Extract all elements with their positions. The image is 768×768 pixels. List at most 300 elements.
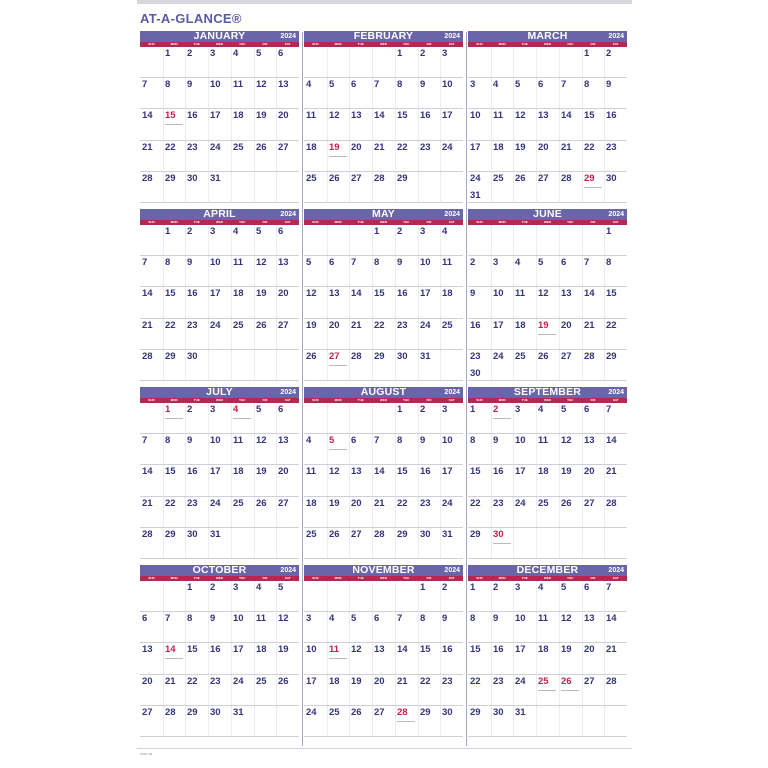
date-cell: 6 bbox=[584, 404, 590, 415]
month-july bbox=[140, 387, 299, 559]
date-cell: 19 bbox=[561, 644, 572, 655]
day-column-line bbox=[440, 403, 441, 559]
date-cell: 30 bbox=[606, 173, 617, 184]
date-cell: 9 bbox=[187, 435, 193, 446]
day-column-line bbox=[491, 403, 492, 559]
date-cell: 8 bbox=[470, 613, 476, 624]
day-column-line bbox=[582, 225, 583, 381]
week-row-line bbox=[140, 705, 299, 706]
month-year: 2024 bbox=[280, 211, 296, 218]
date-cell: 1 bbox=[165, 48, 171, 59]
date-cell: 28 bbox=[561, 173, 572, 184]
date-cell: 1 bbox=[420, 582, 426, 593]
date-cell: 12 bbox=[306, 288, 317, 299]
week-row-line bbox=[468, 108, 627, 109]
day-column-line bbox=[372, 403, 373, 559]
date-cell: 16 bbox=[397, 288, 408, 299]
date-cell: 30 bbox=[442, 707, 453, 718]
date-cell: 18 bbox=[538, 644, 549, 655]
day-column-line bbox=[327, 581, 328, 737]
observance-note bbox=[538, 690, 556, 691]
date-cell: 8 bbox=[397, 435, 403, 446]
date-cell: 2 bbox=[210, 582, 216, 593]
day-column-line bbox=[536, 581, 537, 737]
observance-note bbox=[329, 658, 347, 659]
day-column-line bbox=[185, 581, 186, 737]
date-cell: 21 bbox=[606, 466, 617, 477]
weekday-label: WED bbox=[380, 42, 388, 46]
week-row-line bbox=[468, 464, 627, 465]
observance-note bbox=[329, 156, 347, 157]
week-row-line bbox=[468, 349, 627, 350]
day-column-line bbox=[559, 225, 560, 381]
month-february bbox=[304, 31, 463, 203]
date-cell: 22 bbox=[165, 320, 176, 331]
date-cell: 3 bbox=[210, 404, 216, 415]
date-cell: 8 bbox=[584, 79, 590, 90]
weekday-label: FRI bbox=[262, 42, 268, 46]
week-row-line bbox=[304, 496, 463, 497]
date-cell: 30 bbox=[397, 351, 408, 362]
weekday-label: SAT bbox=[448, 42, 455, 46]
date-cell: 25 bbox=[233, 498, 244, 509]
weekday-label: MON bbox=[170, 220, 178, 224]
date-cell: 7 bbox=[374, 435, 380, 446]
weekday-label: FRI bbox=[262, 220, 268, 224]
date-cell: 21 bbox=[374, 142, 385, 153]
month-year: 2024 bbox=[444, 33, 460, 40]
date-cell: 16 bbox=[470, 320, 481, 331]
weekday-label: SAT bbox=[448, 398, 455, 402]
weekday-label: WED bbox=[216, 398, 224, 402]
date-cell: 24 bbox=[210, 142, 221, 153]
date-cell: 23 bbox=[187, 498, 198, 509]
week-row-line bbox=[140, 464, 299, 465]
weekday-label: FRI bbox=[262, 398, 268, 402]
date-cell: 30 bbox=[187, 529, 198, 540]
date-cell: 25 bbox=[233, 320, 244, 331]
date-cell: 15 bbox=[165, 288, 176, 299]
day-column-line bbox=[559, 403, 560, 559]
day-column-line bbox=[185, 47, 186, 203]
month-year: 2024 bbox=[608, 389, 624, 396]
date-cell: 26 bbox=[329, 529, 340, 540]
date-cell: 7 bbox=[374, 79, 380, 90]
weekday-label: FRI bbox=[426, 398, 432, 402]
date-cell: 10 bbox=[442, 79, 453, 90]
day-column-line bbox=[254, 47, 255, 203]
month-year: 2024 bbox=[280, 33, 296, 40]
date-cell: 30 bbox=[470, 368, 481, 379]
observance-note bbox=[329, 365, 347, 366]
date-cell: 14 bbox=[374, 466, 385, 477]
date-cell: 27 bbox=[374, 707, 385, 718]
date-cell: 13 bbox=[351, 110, 362, 121]
date-cell: 31 bbox=[515, 707, 526, 718]
date-cell: 24 bbox=[442, 142, 453, 153]
weekday-label: TUE bbox=[521, 576, 528, 580]
month-november bbox=[304, 565, 463, 737]
date-cell: 17 bbox=[442, 110, 453, 121]
date-cell: 10 bbox=[210, 435, 221, 446]
week-row-line bbox=[140, 77, 299, 78]
date-cell: 29 bbox=[397, 173, 408, 184]
weekday-label: MON bbox=[334, 220, 342, 224]
date-cell: 17 bbox=[210, 288, 221, 299]
week-row-line bbox=[468, 286, 627, 287]
month-header bbox=[468, 565, 627, 576]
day-column-line bbox=[440, 581, 441, 737]
date-cell: 8 bbox=[187, 613, 193, 624]
date-cell: 8 bbox=[420, 613, 426, 624]
day-column-line bbox=[372, 581, 373, 737]
day-column-line bbox=[513, 225, 514, 381]
month-name: JUNE bbox=[533, 209, 562, 220]
date-cell: 5 bbox=[256, 404, 262, 415]
date-cell: 9 bbox=[442, 613, 448, 624]
observance-note bbox=[584, 187, 602, 188]
weekday-label: SUN bbox=[476, 398, 483, 402]
day-column-line bbox=[418, 47, 419, 203]
date-cell: 28 bbox=[142, 351, 153, 362]
week-row-line bbox=[304, 349, 463, 350]
date-cell: 5 bbox=[329, 435, 335, 446]
date-cell: 26 bbox=[256, 320, 267, 331]
weekday-label: THU bbox=[403, 220, 410, 224]
date-cell: 10 bbox=[233, 613, 244, 624]
month-name: FEBRUARY bbox=[353, 31, 414, 42]
date-cell: 28 bbox=[374, 173, 385, 184]
date-cell: 23 bbox=[442, 676, 453, 687]
date-cell: 14 bbox=[397, 644, 408, 655]
date-cell: 23 bbox=[493, 498, 504, 509]
date-cell: 2 bbox=[606, 48, 612, 59]
date-cell: 2 bbox=[187, 48, 193, 59]
weekday-label: SUN bbox=[476, 576, 483, 580]
day-column-line bbox=[349, 47, 350, 203]
week-row-line bbox=[304, 171, 463, 172]
date-cell: 31 bbox=[420, 351, 431, 362]
date-cell: 13 bbox=[584, 435, 595, 446]
weekday-label: WED bbox=[216, 220, 224, 224]
date-cell: 18 bbox=[306, 498, 317, 509]
day-column-line bbox=[231, 403, 232, 559]
month-september bbox=[468, 387, 627, 559]
day-column-line bbox=[208, 225, 209, 381]
date-cell: 13 bbox=[278, 257, 289, 268]
date-cell: 19 bbox=[329, 142, 340, 153]
date-cell: 19 bbox=[329, 498, 340, 509]
weekday-label: SUN bbox=[312, 576, 319, 580]
weekday-label: FRI bbox=[426, 576, 432, 580]
observance-note bbox=[165, 418, 183, 419]
date-cell: 20 bbox=[329, 320, 340, 331]
date-cell: 8 bbox=[165, 435, 171, 446]
weekday-label: FRI bbox=[262, 576, 268, 580]
date-cell: 6 bbox=[351, 79, 357, 90]
week-row-line bbox=[304, 705, 463, 706]
date-cell: 4 bbox=[442, 226, 448, 237]
week-row-line bbox=[140, 318, 299, 319]
month-june bbox=[468, 209, 627, 381]
brand-logo: AT-A-GLANCE® bbox=[140, 11, 242, 26]
date-cell: 17 bbox=[493, 320, 504, 331]
weekday-label: THU bbox=[403, 42, 410, 46]
month-year: 2024 bbox=[608, 211, 624, 218]
date-cell: 14 bbox=[142, 110, 153, 121]
date-cell: 17 bbox=[210, 466, 221, 477]
date-cell: 3 bbox=[420, 226, 426, 237]
date-cell: 21 bbox=[584, 320, 595, 331]
date-cell: 29 bbox=[584, 173, 595, 184]
weekday-label: THU bbox=[567, 398, 574, 402]
date-cell: 11 bbox=[233, 435, 244, 446]
date-cell: 21 bbox=[561, 142, 572, 153]
date-cell: 1 bbox=[165, 404, 171, 415]
date-cell: 3 bbox=[442, 48, 448, 59]
weekday-label: SUN bbox=[148, 576, 155, 580]
day-column-line bbox=[513, 581, 514, 737]
date-cell: 11 bbox=[306, 466, 317, 477]
weekday-label: TUE bbox=[357, 42, 364, 46]
date-cell: 25 bbox=[306, 529, 317, 540]
date-cell: 8 bbox=[606, 257, 612, 268]
weekday-label: MON bbox=[334, 42, 342, 46]
date-cell: 21 bbox=[374, 498, 385, 509]
date-cell: 7 bbox=[142, 79, 148, 90]
week-row-line bbox=[468, 496, 627, 497]
month-header bbox=[468, 387, 627, 398]
weekday-label: TUE bbox=[357, 576, 364, 580]
weekday-label: MON bbox=[170, 576, 178, 580]
date-cell: 2 bbox=[420, 48, 426, 59]
date-cell: 30 bbox=[187, 351, 198, 362]
date-cell: 13 bbox=[584, 613, 595, 624]
date-cell: 8 bbox=[165, 257, 171, 268]
date-cell: 23 bbox=[606, 142, 617, 153]
date-cell: 23 bbox=[420, 498, 431, 509]
weekday-label: WED bbox=[380, 576, 388, 580]
day-column-line bbox=[604, 225, 605, 381]
date-cell: 6 bbox=[329, 257, 335, 268]
date-cell: 21 bbox=[165, 676, 176, 687]
date-cell: 19 bbox=[561, 466, 572, 477]
day-column-line bbox=[231, 581, 232, 737]
date-cell: 22 bbox=[374, 320, 385, 331]
date-cell: 7 bbox=[142, 435, 148, 446]
date-cell: 14 bbox=[606, 435, 617, 446]
date-cell: 4 bbox=[256, 582, 262, 593]
date-cell: 6 bbox=[351, 435, 357, 446]
date-cell: 21 bbox=[142, 498, 153, 509]
day-column-line bbox=[163, 581, 164, 737]
date-cell: 15 bbox=[397, 110, 408, 121]
date-cell: 7 bbox=[165, 613, 171, 624]
date-cell: 4 bbox=[233, 404, 239, 415]
date-cell: 11 bbox=[442, 257, 453, 268]
date-cell: 31 bbox=[233, 707, 244, 718]
weekday-label: SUN bbox=[476, 42, 483, 46]
day-column-line bbox=[163, 47, 164, 203]
week-row-line bbox=[304, 464, 463, 465]
date-cell: 28 bbox=[606, 498, 617, 509]
week-row-line bbox=[304, 286, 463, 287]
day-column-line bbox=[491, 47, 492, 203]
day-column-line bbox=[276, 225, 277, 381]
date-cell: 16 bbox=[420, 110, 431, 121]
date-cell: 25 bbox=[538, 676, 549, 687]
wall-calendar bbox=[137, 0, 632, 768]
month-header bbox=[140, 31, 299, 42]
date-cell: 7 bbox=[584, 257, 590, 268]
weekday-label: SUN bbox=[312, 42, 319, 46]
weekday-label: THU bbox=[239, 576, 246, 580]
weekday-label: THU bbox=[239, 220, 246, 224]
date-cell: 29 bbox=[374, 351, 385, 362]
date-cell: 21 bbox=[351, 320, 362, 331]
date-cell: 9 bbox=[420, 79, 426, 90]
day-column-line bbox=[536, 225, 537, 381]
date-cell: 3 bbox=[515, 404, 521, 415]
week-row-line bbox=[468, 318, 627, 319]
day-column-line bbox=[395, 581, 396, 737]
weekday-label: FRI bbox=[590, 398, 596, 402]
date-cell: 18 bbox=[233, 466, 244, 477]
date-cell: 3 bbox=[233, 582, 239, 593]
date-cell: 12 bbox=[256, 79, 267, 90]
date-cell: 18 bbox=[442, 288, 453, 299]
date-cell: 6 bbox=[374, 613, 380, 624]
weekday-label: MON bbox=[334, 398, 342, 402]
date-cell: 25 bbox=[515, 351, 526, 362]
date-cell: 12 bbox=[515, 110, 526, 121]
date-cell: 26 bbox=[278, 676, 289, 687]
month-name: MAY bbox=[372, 209, 395, 220]
observance-note bbox=[165, 658, 183, 659]
date-cell: 10 bbox=[442, 435, 453, 446]
date-cell: 7 bbox=[606, 404, 612, 415]
weekday-label: SAT bbox=[448, 220, 455, 224]
date-cell: 25 bbox=[256, 676, 267, 687]
date-cell: 2 bbox=[493, 404, 499, 415]
day-column-line bbox=[418, 225, 419, 381]
month-year: 2024 bbox=[444, 567, 460, 574]
date-cell: 14 bbox=[165, 644, 176, 655]
weekday-label: WED bbox=[544, 42, 552, 46]
date-cell: 15 bbox=[420, 644, 431, 655]
date-cell: 5 bbox=[278, 582, 284, 593]
week-row-line bbox=[140, 642, 299, 643]
date-cell: 6 bbox=[278, 48, 284, 59]
weekday-label: SAT bbox=[612, 42, 619, 46]
week-row-line bbox=[304, 318, 463, 319]
date-cell: 23 bbox=[493, 676, 504, 687]
date-cell: 27 bbox=[351, 173, 362, 184]
day-column-line bbox=[254, 225, 255, 381]
weekday-label: SUN bbox=[312, 398, 319, 402]
date-cell: 21 bbox=[397, 676, 408, 687]
date-cell: 4 bbox=[538, 582, 544, 593]
day-column-line bbox=[231, 225, 232, 381]
month-may bbox=[304, 209, 463, 381]
month-header bbox=[304, 565, 463, 576]
date-cell: 28 bbox=[142, 173, 153, 184]
date-cell: 16 bbox=[420, 466, 431, 477]
weekday-label: WED bbox=[216, 576, 224, 580]
day-column-line bbox=[163, 403, 164, 559]
date-cell: 3 bbox=[306, 613, 312, 624]
date-cell: 26 bbox=[329, 173, 340, 184]
day-column-line bbox=[513, 47, 514, 203]
weekday-label: SUN bbox=[312, 220, 319, 224]
date-cell: 9 bbox=[187, 257, 193, 268]
date-cell: 17 bbox=[515, 644, 526, 655]
date-cell: 9 bbox=[210, 613, 216, 624]
month-name: SEPTEMBER bbox=[513, 387, 582, 398]
date-cell: 2 bbox=[187, 226, 193, 237]
day-column-line bbox=[418, 581, 419, 737]
date-cell: 17 bbox=[306, 676, 317, 687]
date-cell: 29 bbox=[187, 707, 198, 718]
date-cell: 10 bbox=[210, 257, 221, 268]
date-cell: 3 bbox=[442, 404, 448, 415]
date-cell: 28 bbox=[374, 529, 385, 540]
date-cell: 24 bbox=[470, 173, 481, 184]
date-cell: 1 bbox=[397, 404, 403, 415]
date-cell: 28 bbox=[165, 707, 176, 718]
weekday-label: WED bbox=[544, 576, 552, 580]
date-cell: 4 bbox=[306, 435, 312, 446]
date-cell: 20 bbox=[278, 466, 289, 477]
date-cell: 25 bbox=[442, 320, 453, 331]
date-cell: 3 bbox=[493, 257, 499, 268]
day-column-line bbox=[536, 47, 537, 203]
date-cell: 11 bbox=[515, 288, 526, 299]
date-cell: 16 bbox=[606, 110, 617, 121]
date-cell: 26 bbox=[561, 676, 572, 687]
observance-note bbox=[561, 690, 579, 691]
date-cell: 21 bbox=[142, 320, 153, 331]
date-cell: 2 bbox=[397, 226, 403, 237]
weekday-label: WED bbox=[544, 398, 552, 402]
date-cell: 30 bbox=[187, 173, 198, 184]
week-row-line bbox=[140, 140, 299, 141]
weekday-label: SAT bbox=[284, 398, 291, 402]
weekday-label: WED bbox=[544, 220, 552, 224]
date-cell: 19 bbox=[256, 110, 267, 121]
week-row-line bbox=[140, 558, 299, 559]
date-cell: 20 bbox=[278, 288, 289, 299]
month-august bbox=[304, 387, 463, 559]
date-cell: 6 bbox=[538, 79, 544, 90]
date-cell: 12 bbox=[256, 435, 267, 446]
month-header bbox=[304, 31, 463, 42]
week-row-line bbox=[468, 558, 627, 559]
date-cell: 9 bbox=[397, 257, 403, 268]
week-row-line bbox=[468, 202, 627, 203]
week-row-line bbox=[304, 380, 463, 381]
date-cell: 12 bbox=[351, 644, 362, 655]
date-cell: 5 bbox=[561, 404, 567, 415]
date-cell: 12 bbox=[278, 613, 289, 624]
date-cell: 22 bbox=[606, 320, 617, 331]
date-cell: 5 bbox=[329, 79, 335, 90]
day-column-line bbox=[327, 403, 328, 559]
day-column-line bbox=[582, 47, 583, 203]
date-cell: 30 bbox=[210, 707, 221, 718]
day-column-line bbox=[582, 581, 583, 737]
month-january bbox=[140, 31, 299, 203]
